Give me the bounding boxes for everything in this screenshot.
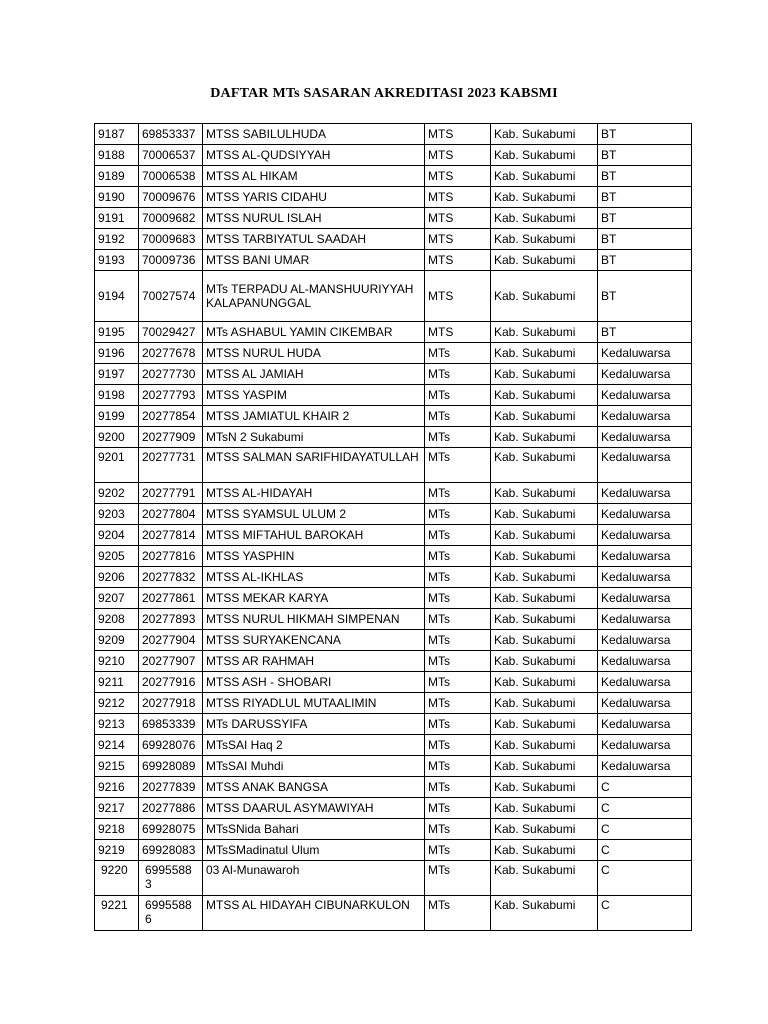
cell-no: 9221 bbox=[95, 896, 139, 931]
cell-npsn: 69928076 bbox=[139, 735, 203, 756]
table-row bbox=[95, 630, 692, 651]
cell-status: Kedaluwarsa bbox=[598, 735, 692, 756]
cell-status: BT bbox=[598, 229, 692, 250]
cell-jenjang: MTs bbox=[425, 343, 491, 364]
cell-kabupaten: Kab. Sukabumi bbox=[491, 124, 598, 145]
cell-nama: MTSS MIFTAHUL BAROKAH bbox=[203, 525, 425, 546]
cell-no: 9203 bbox=[95, 504, 139, 525]
cell-jenjang: MTs bbox=[425, 798, 491, 819]
cell-npsn: 20277861 bbox=[139, 588, 203, 609]
cell-no: 9213 bbox=[95, 714, 139, 735]
cell-status: Kedaluwarsa bbox=[598, 448, 692, 483]
cell-nama: MTSS ASH - SHOBARI bbox=[203, 672, 425, 693]
cell-kabupaten: Kab. Sukabumi bbox=[491, 343, 598, 364]
table-row bbox=[95, 840, 692, 861]
table-row bbox=[95, 609, 692, 630]
cell-no: 9194 bbox=[95, 271, 139, 322]
cell-npsn: 70009682 bbox=[139, 208, 203, 229]
cell-status: BT bbox=[598, 322, 692, 343]
cell-status: Kedaluwarsa bbox=[598, 483, 692, 504]
table-row bbox=[95, 567, 692, 588]
cell-kabupaten: Kab. Sukabumi bbox=[491, 861, 598, 896]
cell-jenjang: MTs bbox=[425, 525, 491, 546]
cell-jenjang: MTs bbox=[425, 588, 491, 609]
cell-no: 9210 bbox=[95, 651, 139, 672]
cell-nama: 03 Al-Munawaroh bbox=[203, 861, 425, 896]
cell-kabupaten: Kab. Sukabumi bbox=[491, 504, 598, 525]
cell-status: Kedaluwarsa bbox=[598, 714, 692, 735]
cell-no: 9217 bbox=[95, 798, 139, 819]
cell-nama: MTSS AR RAHMAH bbox=[203, 651, 425, 672]
cell-kabupaten: Kab. Sukabumi bbox=[491, 322, 598, 343]
cell-nama: MTSS RIYADLUL MUTAALIMIN bbox=[203, 693, 425, 714]
cell-kabupaten: Kab. Sukabumi bbox=[491, 609, 598, 630]
cell-jenjang: MTs bbox=[425, 385, 491, 406]
cell-kabupaten: Kab. Sukabumi bbox=[491, 777, 598, 798]
cell-no: 9208 bbox=[95, 609, 139, 630]
cell-jenjang: MTs bbox=[425, 427, 491, 448]
cell-status: Kedaluwarsa bbox=[598, 406, 692, 427]
cell-status: C bbox=[598, 777, 692, 798]
cell-npsn: 20277916 bbox=[139, 672, 203, 693]
cell-no: 9220 bbox=[95, 861, 139, 896]
cell-jenjang: MTs bbox=[425, 609, 491, 630]
cell-kabupaten: Kab. Sukabumi bbox=[491, 672, 598, 693]
cell-npsn: 20277832 bbox=[139, 567, 203, 588]
cell-no: 9209 bbox=[95, 630, 139, 651]
cell-no: 9205 bbox=[95, 546, 139, 567]
cell-status: Kedaluwarsa bbox=[598, 525, 692, 546]
table-row bbox=[95, 693, 692, 714]
cell-status: Kedaluwarsa bbox=[598, 651, 692, 672]
cell-status: C bbox=[598, 840, 692, 861]
table-row bbox=[95, 714, 692, 735]
cell-no: 9198 bbox=[95, 385, 139, 406]
cell-kabupaten: Kab. Sukabumi bbox=[491, 525, 598, 546]
cell-kabupaten: Kab. Sukabumi bbox=[491, 630, 598, 651]
cell-kabupaten: Kab. Sukabumi bbox=[491, 756, 598, 777]
cell-nama: MTSS ANAK BANGSA bbox=[203, 777, 425, 798]
cell-jenjang: MTs bbox=[425, 546, 491, 567]
cell-nama: MTSS SALMAN SARIFHIDAYATULLAH bbox=[203, 448, 425, 483]
cell-npsn: 70029427 bbox=[139, 322, 203, 343]
cell-npsn: 20277731 bbox=[139, 448, 203, 483]
cell-no: 9187 bbox=[95, 124, 139, 145]
cell-kabupaten: Kab. Sukabumi bbox=[491, 693, 598, 714]
cell-nama: MTSS TARBIYATUL SAADAH bbox=[203, 229, 425, 250]
table-row bbox=[95, 427, 692, 448]
cell-no: 9195 bbox=[95, 322, 139, 343]
cell-jenjang: MTs bbox=[425, 672, 491, 693]
cell-npsn: 69955886 bbox=[139, 896, 203, 931]
cell-nama: MTSS AL-HIDAYAH bbox=[203, 483, 425, 504]
table-row bbox=[95, 271, 692, 322]
cell-kabupaten: Kab. Sukabumi bbox=[491, 364, 598, 385]
cell-no: 9192 bbox=[95, 229, 139, 250]
cell-jenjang: MTS bbox=[425, 250, 491, 271]
cell-no: 9190 bbox=[95, 187, 139, 208]
cell-no: 9202 bbox=[95, 483, 139, 504]
cell-npsn: 20277854 bbox=[139, 406, 203, 427]
cell-no: 9199 bbox=[95, 406, 139, 427]
cell-kabupaten: Kab. Sukabumi bbox=[491, 483, 598, 504]
cell-jenjang: MTs bbox=[425, 819, 491, 840]
cell-jenjang: MTS bbox=[425, 166, 491, 187]
cell-nama: MTSS YASPIM bbox=[203, 385, 425, 406]
cell-jenjang: MTS bbox=[425, 124, 491, 145]
cell-nama: MTSS AL HIDAYAH CIBUNARKULON bbox=[203, 896, 425, 931]
cell-kabupaten: Kab. Sukabumi bbox=[491, 187, 598, 208]
cell-kabupaten: Kab. Sukabumi bbox=[491, 735, 598, 756]
cell-status: Kedaluwarsa bbox=[598, 504, 692, 525]
cell-jenjang: MTs bbox=[425, 630, 491, 651]
table-row bbox=[95, 588, 692, 609]
cell-status: BT bbox=[598, 124, 692, 145]
cell-npsn: 20277909 bbox=[139, 427, 203, 448]
table-row bbox=[95, 406, 692, 427]
cell-nama: MTSS AL JAMIAH bbox=[203, 364, 425, 385]
cell-status: Kedaluwarsa bbox=[598, 364, 692, 385]
cell-nama: MTSS AL-IKHLAS bbox=[203, 567, 425, 588]
cell-jenjang: MTs bbox=[425, 693, 491, 714]
table-row bbox=[95, 343, 692, 364]
cell-no: 9201 bbox=[95, 448, 139, 483]
cell-kabupaten: Kab. Sukabumi bbox=[491, 229, 598, 250]
cell-status: BT bbox=[598, 145, 692, 166]
cell-jenjang: MTs bbox=[425, 777, 491, 798]
cell-no: 9189 bbox=[95, 166, 139, 187]
cell-status: Kedaluwarsa bbox=[598, 693, 692, 714]
cell-no: 9188 bbox=[95, 145, 139, 166]
cell-npsn: 20277918 bbox=[139, 693, 203, 714]
cell-no: 9219 bbox=[95, 840, 139, 861]
cell-npsn: 20277804 bbox=[139, 504, 203, 525]
cell-jenjang: MTs bbox=[425, 504, 491, 525]
table-row bbox=[95, 504, 692, 525]
cell-status: BT bbox=[598, 208, 692, 229]
cell-npsn: 70009676 bbox=[139, 187, 203, 208]
cell-nama: MTSS DAARUL ASYMAWIYAH bbox=[203, 798, 425, 819]
table-row bbox=[95, 187, 692, 208]
cell-status: Kedaluwarsa bbox=[598, 385, 692, 406]
cell-no: 9204 bbox=[95, 525, 139, 546]
cell-status: Kedaluwarsa bbox=[598, 427, 692, 448]
cell-npsn: 20277907 bbox=[139, 651, 203, 672]
cell-status: Kedaluwarsa bbox=[598, 672, 692, 693]
cell-npsn: 20277886 bbox=[139, 798, 203, 819]
cell-status: Kedaluwarsa bbox=[598, 756, 692, 777]
table-row bbox=[95, 819, 692, 840]
cell-npsn: 20277839 bbox=[139, 777, 203, 798]
table-row bbox=[95, 672, 692, 693]
cell-npsn: 69928075 bbox=[139, 819, 203, 840]
cell-jenjang: MTs bbox=[425, 861, 491, 896]
cell-kabupaten: Kab. Sukabumi bbox=[491, 819, 598, 840]
cell-jenjang: MTs bbox=[425, 896, 491, 931]
cell-jenjang: MTs bbox=[425, 840, 491, 861]
cell-npsn: 69928083 bbox=[139, 840, 203, 861]
cell-jenjang: MTs bbox=[425, 756, 491, 777]
cell-jenjang: MTS bbox=[425, 187, 491, 208]
cell-kabupaten: Kab. Sukabumi bbox=[491, 567, 598, 588]
table-row bbox=[95, 798, 692, 819]
cell-kabupaten: Kab. Sukabumi bbox=[491, 208, 598, 229]
table-row bbox=[95, 208, 692, 229]
cell-npsn: 70006538 bbox=[139, 166, 203, 187]
cell-status: BT bbox=[598, 250, 692, 271]
table-row bbox=[95, 322, 692, 343]
cell-nama: MTs TERPADU AL-MANSHUURIYYAH KALAPANUNGGAL bbox=[203, 271, 425, 322]
table-row bbox=[95, 229, 692, 250]
cell-nama: MTsSMadinatul Ulum bbox=[203, 840, 425, 861]
cell-no: 9191 bbox=[95, 208, 139, 229]
cell-jenjang: MTS bbox=[425, 208, 491, 229]
cell-jenjang: MTs bbox=[425, 406, 491, 427]
cell-npsn: 70009736 bbox=[139, 250, 203, 271]
cell-no: 9197 bbox=[95, 364, 139, 385]
table-row bbox=[95, 124, 692, 145]
cell-kabupaten: Kab. Sukabumi bbox=[491, 588, 598, 609]
table-row bbox=[95, 166, 692, 187]
cell-nama: MTSS YARIS CIDAHU bbox=[203, 187, 425, 208]
cell-jenjang: MTs bbox=[425, 448, 491, 483]
table-row bbox=[95, 483, 692, 504]
cell-npsn: 70006537 bbox=[139, 145, 203, 166]
table-row bbox=[95, 525, 692, 546]
cell-no: 9206 bbox=[95, 567, 139, 588]
cell-kabupaten: Kab. Sukabumi bbox=[491, 896, 598, 931]
table-row bbox=[95, 385, 692, 406]
cell-nama: MTSS SYAMSUL ULUM 2 bbox=[203, 504, 425, 525]
cell-kabupaten: Kab. Sukabumi bbox=[491, 798, 598, 819]
cell-no: 9193 bbox=[95, 250, 139, 271]
cell-status: BT bbox=[598, 271, 692, 322]
cell-no: 9214 bbox=[95, 735, 139, 756]
cell-npsn: 20277678 bbox=[139, 343, 203, 364]
cell-jenjang: MTs bbox=[425, 651, 491, 672]
cell-status: Kedaluwarsa bbox=[598, 588, 692, 609]
cell-nama: MTsN 2 Sukabumi bbox=[203, 427, 425, 448]
table-row bbox=[95, 651, 692, 672]
table-row bbox=[95, 448, 692, 483]
cell-jenjang: MTs bbox=[425, 483, 491, 504]
cell-status: C bbox=[598, 819, 692, 840]
cell-jenjang: MTS bbox=[425, 229, 491, 250]
cell-npsn: 70009683 bbox=[139, 229, 203, 250]
cell-npsn: 20277904 bbox=[139, 630, 203, 651]
cell-npsn: 69928089 bbox=[139, 756, 203, 777]
cell-kabupaten: Kab. Sukabumi bbox=[491, 448, 598, 483]
cell-kabupaten: Kab. Sukabumi bbox=[491, 250, 598, 271]
cell-npsn: 20277893 bbox=[139, 609, 203, 630]
cell-npsn: 20277793 bbox=[139, 385, 203, 406]
table-row bbox=[95, 777, 692, 798]
cell-nama: MTSS BANI UMAR bbox=[203, 250, 425, 271]
table-row bbox=[95, 735, 692, 756]
cell-nama: MTSS YASPHIN bbox=[203, 546, 425, 567]
cell-no: 9212 bbox=[95, 693, 139, 714]
cell-jenjang: MTs bbox=[425, 735, 491, 756]
table-row bbox=[95, 546, 692, 567]
cell-status: Kedaluwarsa bbox=[598, 630, 692, 651]
cell-nama: MTSS JAMIATUL KHAIR 2 bbox=[203, 406, 425, 427]
cell-kabupaten: Kab. Sukabumi bbox=[491, 427, 598, 448]
cell-status: Kedaluwarsa bbox=[598, 609, 692, 630]
cell-nama: MTSS MEKAR KARYA bbox=[203, 588, 425, 609]
table-row bbox=[95, 250, 692, 271]
cell-nama: MTSS AL-QUDSIYYAH bbox=[203, 145, 425, 166]
cell-nama: MTsSAI Muhdi bbox=[203, 756, 425, 777]
cell-kabupaten: Kab. Sukabumi bbox=[491, 385, 598, 406]
table-row bbox=[95, 364, 692, 385]
cell-nama: MTs ASHABUL YAMIN CIKEMBAR bbox=[203, 322, 425, 343]
cell-status: C bbox=[598, 798, 692, 819]
cell-kabupaten: Kab. Sukabumi bbox=[491, 406, 598, 427]
cell-nama: MTSS SABILULHUDA bbox=[203, 124, 425, 145]
table-row bbox=[95, 896, 692, 931]
cell-jenjang: MTs bbox=[425, 364, 491, 385]
cell-nama: MTsSAI Haq 2 bbox=[203, 735, 425, 756]
cell-nama: MTSS NURUL HIKMAH SIMPENAN bbox=[203, 609, 425, 630]
cell-status: BT bbox=[598, 166, 692, 187]
cell-nama: MTSS AL HIKAM bbox=[203, 166, 425, 187]
cell-no: 9215 bbox=[95, 756, 139, 777]
cell-no: 9218 bbox=[95, 819, 139, 840]
cell-npsn: 70027574 bbox=[139, 271, 203, 322]
cell-npsn: 20277730 bbox=[139, 364, 203, 385]
cell-no: 9196 bbox=[95, 343, 139, 364]
cell-npsn: 69955883 bbox=[139, 861, 203, 896]
table-row bbox=[95, 861, 692, 896]
cell-kabupaten: Kab. Sukabumi bbox=[491, 271, 598, 322]
cell-status: C bbox=[598, 896, 692, 931]
cell-jenjang: MTs bbox=[425, 567, 491, 588]
cell-status: Kedaluwarsa bbox=[598, 343, 692, 364]
cell-npsn: 69853337 bbox=[139, 124, 203, 145]
cell-kabupaten: Kab. Sukabumi bbox=[491, 714, 598, 735]
cell-status: C bbox=[598, 861, 692, 896]
cell-status: Kedaluwarsa bbox=[598, 567, 692, 588]
table-row bbox=[95, 756, 692, 777]
cell-no: 9207 bbox=[95, 588, 139, 609]
cell-status: Kedaluwarsa bbox=[598, 546, 692, 567]
page-title: DAFTAR MTs SASARAN AKREDITASI 2023 KABSMI bbox=[210, 86, 558, 101]
cell-npsn: 20277814 bbox=[139, 525, 203, 546]
cell-kabupaten: Kab. Sukabumi bbox=[491, 166, 598, 187]
cell-no: 9216 bbox=[95, 777, 139, 798]
cell-jenjang: MTS bbox=[425, 145, 491, 166]
cell-jenjang: MTs bbox=[425, 714, 491, 735]
cell-npsn: 20277816 bbox=[139, 546, 203, 567]
cell-jenjang: MTS bbox=[425, 322, 491, 343]
cell-npsn: 20277791 bbox=[139, 483, 203, 504]
cell-kabupaten: Kab. Sukabumi bbox=[491, 651, 598, 672]
cell-nama: MTSS NURUL HUDA bbox=[203, 343, 425, 364]
cell-nama: MTsSNida Bahari bbox=[203, 819, 425, 840]
cell-kabupaten: Kab. Sukabumi bbox=[491, 840, 598, 861]
cell-npsn: 69853339 bbox=[139, 714, 203, 735]
cell-kabupaten: Kab. Sukabumi bbox=[491, 546, 598, 567]
cell-nama: MTSS SURYAKENCANA bbox=[203, 630, 425, 651]
cell-kabupaten: Kab. Sukabumi bbox=[491, 145, 598, 166]
cell-nama: MTSS NURUL ISLAH bbox=[203, 208, 425, 229]
cell-nama: MTs DARUSSYIFA bbox=[203, 714, 425, 735]
table-row bbox=[95, 145, 692, 166]
school-table bbox=[94, 123, 692, 931]
cell-jenjang: MTS bbox=[425, 271, 491, 322]
cell-no: 9200 bbox=[95, 427, 139, 448]
cell-status: BT bbox=[598, 187, 692, 208]
cell-no: 9211 bbox=[95, 672, 139, 693]
